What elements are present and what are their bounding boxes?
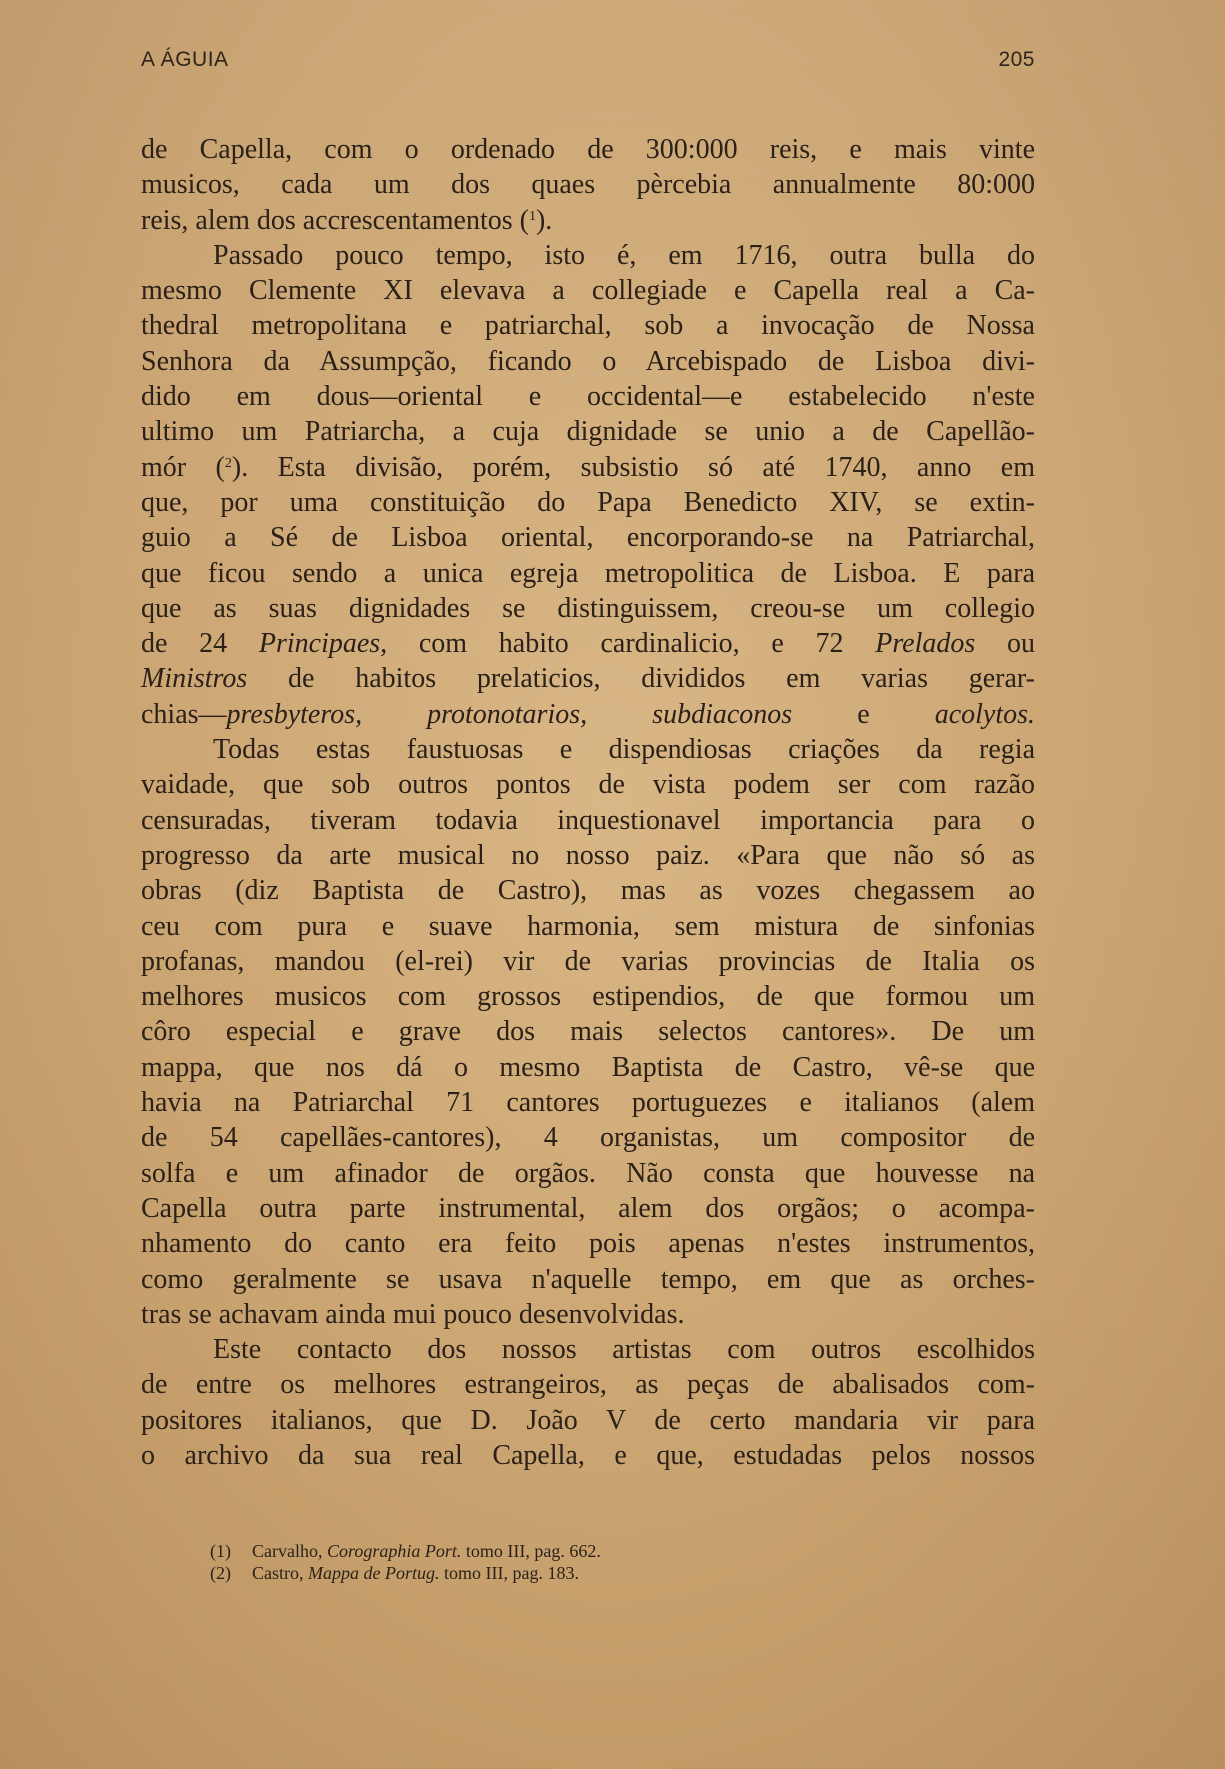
text-line (141, 203, 1035, 238)
text-line (141, 485, 1035, 520)
text-run: censuradas, tiveram todavia inquestionavel importancia para o (141, 804, 1035, 836)
text-run: mesmo Clemente XI elevava a collegiade e Capella real a Ca- (141, 275, 1035, 307)
italic-text: Principaes, (258, 628, 388, 660)
text-line (141, 344, 1035, 379)
text-line (141, 1050, 1035, 1085)
text-line (141, 1403, 1035, 1438)
italic-text: presbyteros, protonotarios, subdiaconos (226, 698, 793, 730)
text-line (141, 838, 1035, 873)
text-line (141, 556, 1035, 591)
text-line (141, 909, 1035, 944)
text-line (141, 414, 1035, 449)
text-run: Passado pouco tempo, isto é, em 1716, outra bulla do (213, 239, 1035, 271)
text-line (141, 944, 1035, 979)
text-line (141, 167, 1035, 202)
text-run: guio a Sé de Lisboa oriental, encorporando-se na Patriarchal, (141, 522, 1035, 554)
text-line (141, 661, 1035, 696)
text-run: ). (535, 204, 553, 236)
italic-text: Prelados (875, 628, 976, 660)
text-line (141, 1120, 1035, 1155)
italic-text: Mappa de Portug. (308, 1563, 440, 1583)
page-number: 205 (998, 48, 1035, 71)
footnote-mark: (2) (210, 1563, 231, 1583)
text-run: que, por uma constituição do Papa Benedicto XIV, se extin- (141, 486, 1035, 518)
text-run: de entre os melhores estrangeiros, as peças de abalisados com- (141, 1369, 1035, 1401)
text-run: côro especial e grave dos mais selectos cantores». De um (141, 1016, 1035, 1048)
italic-text: Corographia Port. (326, 1541, 462, 1561)
text-line (141, 379, 1035, 414)
text-line (141, 1226, 1035, 1261)
text-line (141, 626, 1035, 661)
text-line (141, 1014, 1035, 1049)
footnote-text (252, 1540, 601, 1562)
text-run: Carvalho, (252, 1541, 327, 1561)
text-line (141, 1262, 1035, 1297)
text-run: chias— (141, 698, 227, 730)
running-head (141, 48, 1035, 72)
italic-text: acolytos. (934, 698, 1035, 730)
text-run: de habitos prelaticios, divididos em varias gerar- (247, 663, 1035, 695)
text-line (141, 273, 1035, 308)
text-line (141, 591, 1035, 626)
text-run: tomo III, pag. 183. (439, 1563, 579, 1583)
text-line (141, 803, 1035, 838)
text-run: progresso da arte musical no nosso paiz. «Para que não só as (141, 839, 1035, 871)
text-run: vaidade, que sob outros pontos de vista podem ser com razão (141, 769, 1035, 801)
footnote-reference: 2 (224, 455, 232, 471)
body-text (141, 132, 1035, 1473)
text-run: o archivo da sua real Capella, e que, estudadas pelos nossos (141, 1439, 1035, 1471)
text-run: que ficou sendo a unica egreja metropolitica de Lisboa. E para (141, 557, 1035, 589)
text-line (141, 1085, 1035, 1120)
text-run: profanas, mandou (el-rei) vir de varias provincias de Italia os (141, 945, 1035, 977)
text-run: Todas estas faustuosas e dispendiosas criações da regia (213, 734, 1035, 766)
text-run: tomo III, pag. 662. (461, 1541, 601, 1561)
text-line (141, 1367, 1035, 1402)
italic-text: Ministros (141, 663, 248, 695)
text-line (141, 1191, 1035, 1226)
text-run: solfa e um afinador de orgãos. Não consta que houvesse na (141, 1157, 1035, 1189)
text-run: ceu com pura e suave harmonia, sem mistura de sinfonias (141, 910, 1035, 942)
text-run: ultimo um Patriarcha, a cuja dignidade se unio a de Capellão- (141, 416, 1035, 448)
text-run: Senhora da Assumpção, ficando o Arcebispado de Lisboa divi- (141, 345, 1035, 377)
footnote-reference: 1 (528, 208, 536, 224)
text-run: dido em dous—oriental e occidental—e estabelecido n'este (141, 381, 1035, 413)
text-run: de 54 capellães-cantores), 4 organistas, um compositor de (141, 1122, 1035, 1154)
text-run: ). Esta divisão, porém, subsistio só até 1740, anno em (231, 451, 1035, 483)
text-run: como geralmente se usava n'aquelle tempo, em que as orches- (141, 1263, 1035, 1295)
text-line (141, 732, 1035, 767)
footnote-text (252, 1562, 579, 1584)
text-line (141, 132, 1035, 167)
text-run: positores italianos, que D. João V de certo mandaria vir para (141, 1404, 1035, 1436)
text-run: e (792, 698, 935, 730)
text-line (141, 1332, 1035, 1367)
text-run: reis, alem dos accrescentamentos ( (141, 204, 529, 236)
text-run: Capella outra parte instrumental, alem dos orgãos; o acompa- (141, 1192, 1035, 1224)
text-run: de 24 (141, 628, 259, 660)
text-run: mór ( (141, 451, 225, 483)
text-line (141, 873, 1035, 908)
text-run: thedral metropolitana e patriarchal, sob a invocação de Nossa (141, 310, 1035, 342)
text-run: Este contacto dos nossos artistas com outros escolhidos (213, 1334, 1035, 1366)
text-line (141, 1438, 1035, 1473)
text-run: ou (975, 628, 1036, 660)
text-line (141, 308, 1035, 343)
text-run: nhamento do canto era feito pois apenas n'estes instrumentos, (141, 1228, 1035, 1260)
footnote (210, 1540, 601, 1562)
text-line (141, 979, 1035, 1014)
text-line (141, 238, 1035, 273)
text-line (141, 1156, 1035, 1191)
text-line (141, 450, 1035, 485)
text-run: que as suas dignidades se distinguissem, creou-se um collegio (141, 592, 1035, 624)
footnote-mark: (1) (210, 1541, 231, 1561)
text-line (141, 1297, 1035, 1332)
text-run: havia na Patriarchal 71 cantores portuguezes e italianos (alem (141, 1087, 1035, 1119)
text-line (141, 697, 1035, 732)
text-run: musicos, cada um dos quaes pèrcebia annualmente 80:000 (141, 169, 1035, 201)
text-run: melhores musicos com grossos estipendios, de que formou um (141, 981, 1035, 1013)
footnote (210, 1562, 601, 1584)
journal-title: A ÁGUIA (141, 48, 229, 71)
text-run: mappa, que nos dá o mesmo Baptista de Castro, vê-se que (141, 1051, 1035, 1083)
text-run: obras (diz Baptista de Castro), mas as vozes chegassem ao (141, 875, 1035, 907)
text-run: Castro, (252, 1563, 308, 1583)
footnotes (210, 1540, 601, 1584)
text-line (141, 520, 1035, 555)
text-run: com habito cardinalicio, e 72 (387, 628, 876, 660)
text-run: de Capella, com o ordenado de 300:000 reis, e mais vinte (141, 134, 1035, 165)
text-run: tras se achavam ainda mui pouco desenvolvidas. (141, 1298, 685, 1330)
text-line (141, 767, 1035, 802)
